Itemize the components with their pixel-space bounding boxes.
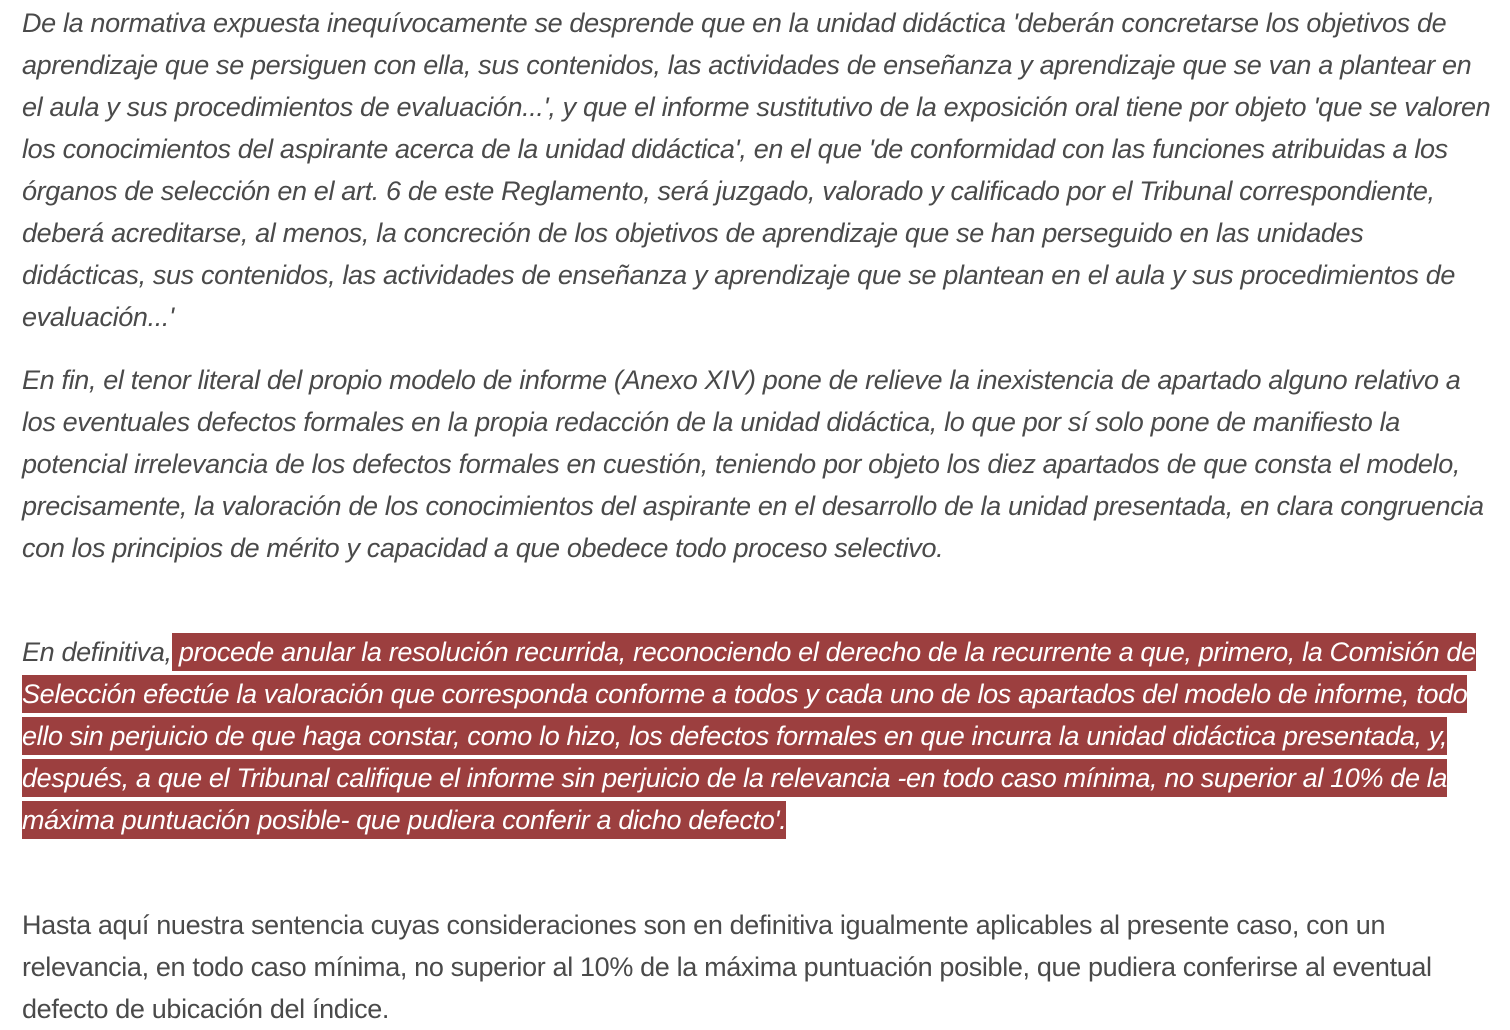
quote-paragraph-normativa: De la normativa expuesta inequívocamente se desprende que en la unidad didáctica 'deberán concretarse los objetivos de aprendizaje que se persiguen con ella, sus contenidos, las actividades de enseñanza y aprendizaje que se van a plantear en el aula y sus procedimientos de evaluación...', y que el informe sustitutivo de la exposición oral tiene por objeto 'que se valoren los conocimientos del aspirante acerca de la unidad didáctica', en el que 'de conformidad con las funciones atribuidas a los órganos de selección en el art. 6 de este Reglamento, será juzgado, valorado y calificado por el Tribunal correspondiente, deberá acreditarse, al menos, la concreción de los objetivos de aprendizaje que se han perseguido en las unidades didácticas, sus contenidos, las actividades de enseñanza y aprendizaje que se plantean en el aula y sus procedimientos de evaluación...' bbox=[22, 8, 1491, 332]
highlighted-ruling-text: procede anular la resolución recurrida, reconociendo el derecho de la recurrente a que, primero, la Comisión de Selección efectúe la valoración que corresponda conforme a todos y cada uno de los apartados del modelo de informe, todo ello sin perjuicio de que haga constar, como lo hizo, los defectos formales en que incurra la unidad didáctica presentada, y, después, a que el Tribunal califique el informe sin perjuicio de la relevancia -en todo caso mínima, no superior al 10% de la máxima puntuación posible- que pudiera conferir a dicho defecto'. bbox=[22, 633, 1476, 839]
quote-paragraph-anexo: En fin, el tenor literal del propio modelo de informe (Anexo XIV) pone de relieve la inexistencia de apartado alguno relativo a los eventuales defectos formales en la propia redacción de la unidad didáctica, lo que por sí solo pone de manifiesto la potencial irrelevancia de los defectos formales en cuestión, teniendo por objeto los diez apartados de que consta el modelo, precisamente, la valoración de los conocimientos del aspirante en el desarrollo de la unidad presentada, en clara congruencia con los principios de mérito y capacidad a que obedece todo proceso selectivo. bbox=[22, 365, 1484, 563]
quote-lead-text: En definitiva, bbox=[22, 637, 172, 667]
quote-paragraph-definitiva bbox=[22, 631, 1492, 841]
conclusion-paragraph: Hasta aquí nuestra sentencia cuyas consideraciones son en definitiva igualmente aplicables al presente caso, con un relevancia, en todo caso mínima, no superior al 10% de la máxima puntuación posible, que pudiera conferirse al eventual defecto de ubicación del índice. bbox=[22, 910, 1432, 1024]
